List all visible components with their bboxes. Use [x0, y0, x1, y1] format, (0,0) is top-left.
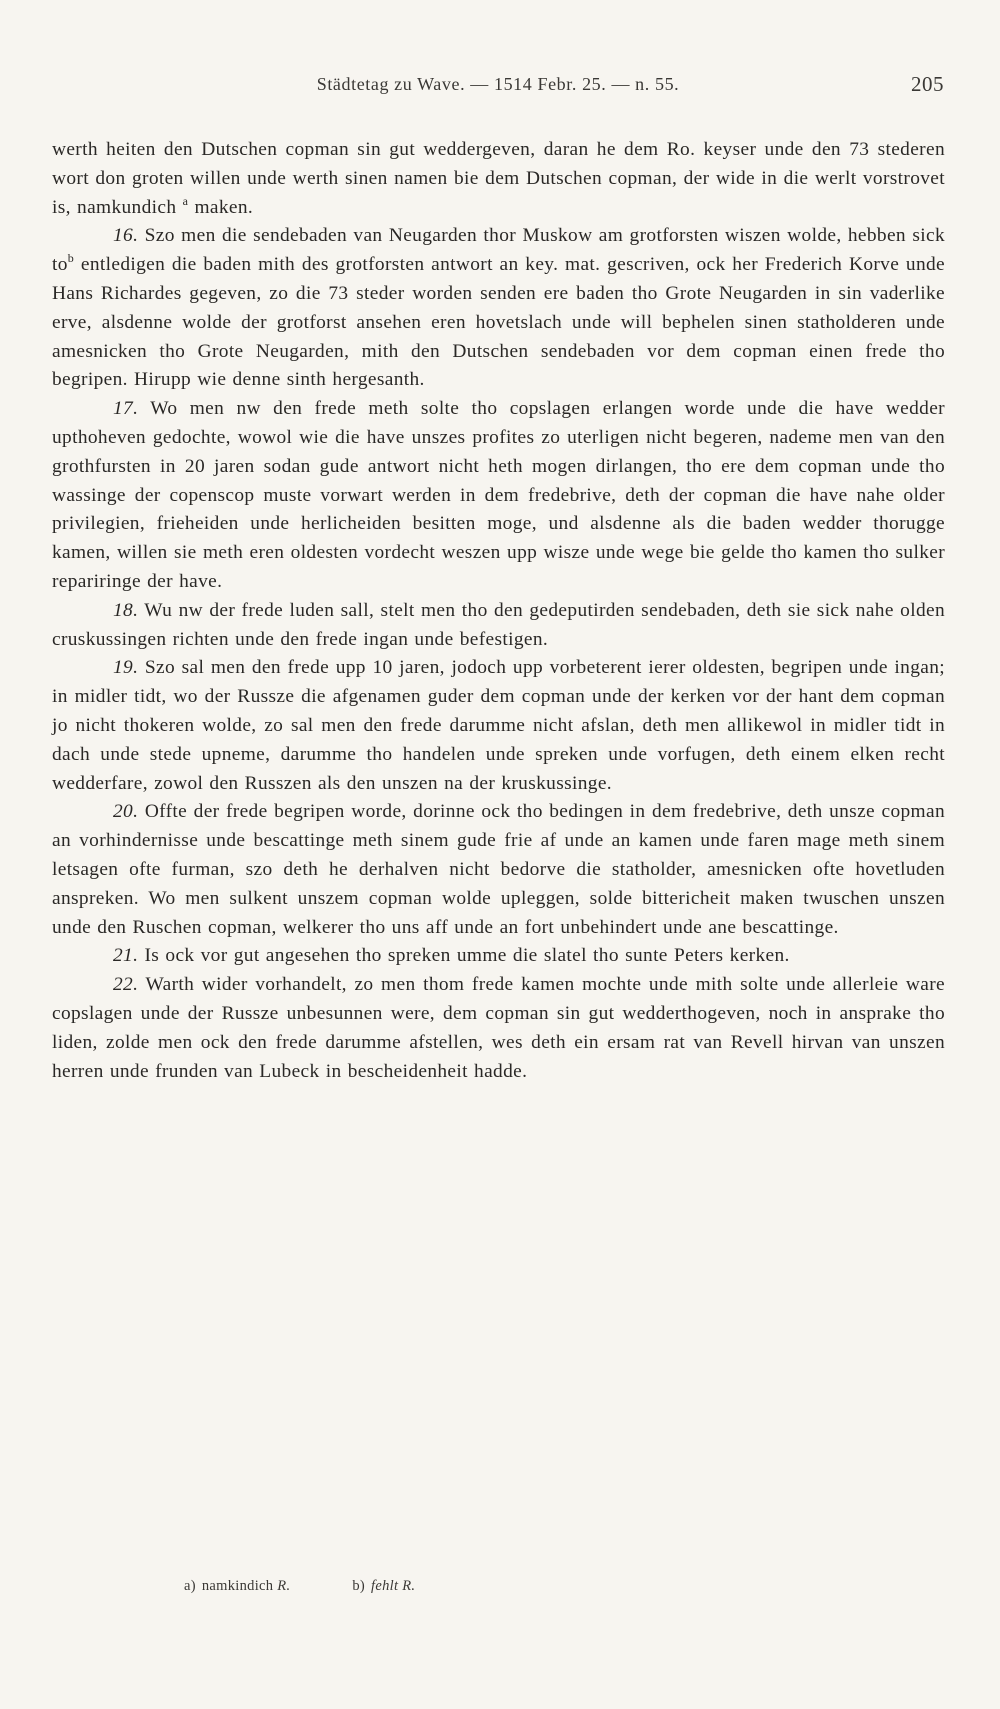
section-number: 18.: [113, 599, 139, 621]
page-header: [52, 74, 944, 104]
section-16: [52, 222, 945, 395]
paragraph-text: maken.: [188, 196, 254, 218]
footnote-label: b): [352, 1578, 365, 1594]
paragraph-text: entledigen die baden mith des grotforsten antwort an key. mat. gescriven, ock her Frederich Korve unde Hans Richardes gegeven, zo die 73 steder worden senden ere baden tho Grote Neugarden in sin vaderlike erve, alsdenne wolde der grotforst ansehen eren hovetslach unde will bephelen sinen statholderen unde amesnicken tho Grote Neugarden, mith den Dutschen sendebaden vor dem copman einen frede tho begripen. Hirupp wie denne sinth hergesanth.: [52, 254, 945, 391]
paragraph-text: Wo men nw den frede meth solte tho copslagen erlangen worde unde die have wedder upthoheven gedochte, wowol wie die have unszes profites zo uterligen nicht begeren, nademe men van den grothfursten in 20 jaren sodan gude antwort nicht heth mogen dirlangen, tho ere dem copman unde tho wassinge der copenscop muste vorwart werden in dem fredebrive, deth der copman die have nahe older privilegien, frieheiden unde herlicheiden besitten moge, und alsdenne als die baden wedder thorugge kamen, willen sie meth eren oldesten vordecht weszen upp wisze unde wege bie gelde tho kamen tho sulker repariringe der have.: [52, 398, 945, 592]
paragraph-text: Szo men die sendebaden van Neugarden thor Muskow am grotforsten wiszen wolde, hebben sick to: [52, 225, 945, 276]
section-number: 19.: [113, 657, 139, 679]
paragraph-text: Warth wider vorhandelt, zo men thom frede kamen mochte unde mith solte unde allerleie ware copslagen unde der Russze unbesunnen were, dem copman sin gut wedderthogeven, noch in ansprake tho liden, zolde men ock den frede darumme afstellen, wes deth ein ersam rat van Revell hirvan van unszen herren unde frunden van Lubeck in bescheidenheit hadde.: [52, 974, 945, 1082]
footnote-a: [184, 1578, 290, 1595]
footnote-mark: a: [182, 193, 189, 208]
footnote-b: [352, 1578, 415, 1595]
section-number: 20.: [113, 801, 139, 823]
section-17: [52, 395, 945, 597]
paragraph-continuation: [52, 136, 945, 222]
page-number: 205: [911, 72, 944, 96]
footnote-label: a): [184, 1578, 196, 1594]
section-number: 22.: [113, 974, 139, 996]
paragraph-text: Offte der frede begripen worde, dorinne ock tho bedingen in dem fredebrive, deth unsze copman an vorhindernisse unde bescattinge meth sinem gude frie af unde an kamen unde faren mage meth sinem letsagen ofte furman, szo deth he derhalven nicht bedorve die statholder, amesnicken ofte hovetluden anspreken. Wo men sulkent unszem copman wolde upleggen, solde bittericheit maken twuschen unszen unde den Ruschen copman, welkerer tho uns aff unde an fort unbehindert unde ane bescattinge.: [52, 801, 945, 938]
section-22: [52, 971, 945, 1086]
footnote-source: R.: [277, 1578, 291, 1594]
section-21: [52, 942, 945, 971]
paragraph-text: Wu nw der frede luden sall, stelt men tho den gedeputirden sendebaden, deth sie sick nahe olden cruskussingen richten unde den frede ingan unde befestigen.: [52, 599, 945, 650]
paragraph-text: Szo sal men den frede upp 10 jaren, jodoch upp vorbeterent ierer oldesten, begripen unde ingan; in midler tidt, wo der Russze die afgenamen guder dem copman unde der kerken vor der hant dem copman jo nicht thokeren wolde, zo sal men den frede darumme nicht afslan, deth men allikewol in midler tidt in dach unde stede upneme, darumme tho handelen unde spreken unde vorfugen, deth einem elken recht wedderfare, zowol den Russzen als den unszen na der kruskussinge.: [52, 657, 945, 794]
section-18: [52, 597, 945, 655]
footnote-text: fehlt: [371, 1578, 399, 1594]
section-20: [52, 798, 945, 942]
section-19: [52, 654, 945, 798]
footnotes: [184, 1578, 473, 1595]
section-number: 17.: [113, 398, 139, 420]
paragraph-text: Is ock vor gut angesehen tho spreken umme die slatel tho sunte Peters kerken.: [138, 945, 790, 967]
body-text: [52, 136, 945, 1086]
paragraph-text: werth heiten den Dutschen copman sin gut weddergeven, daran he dem Ro. keyser unde den 73 stederen wort don groten willen unde werth sinen namen bie dem Dutschen copman, der wide in die werlt vorstrovet is, namkundich: [52, 139, 945, 218]
footnote-text: namkindich: [201, 1578, 274, 1594]
section-number: 21.: [113, 945, 139, 967]
footnote-source: R.: [402, 1578, 416, 1594]
section-number: 16.: [113, 225, 139, 247]
footnote-mark: b: [67, 251, 75, 266]
running-title: Städtetag zu Wave. — 1514 Febr. 25. — n. 55.: [316, 74, 680, 94]
